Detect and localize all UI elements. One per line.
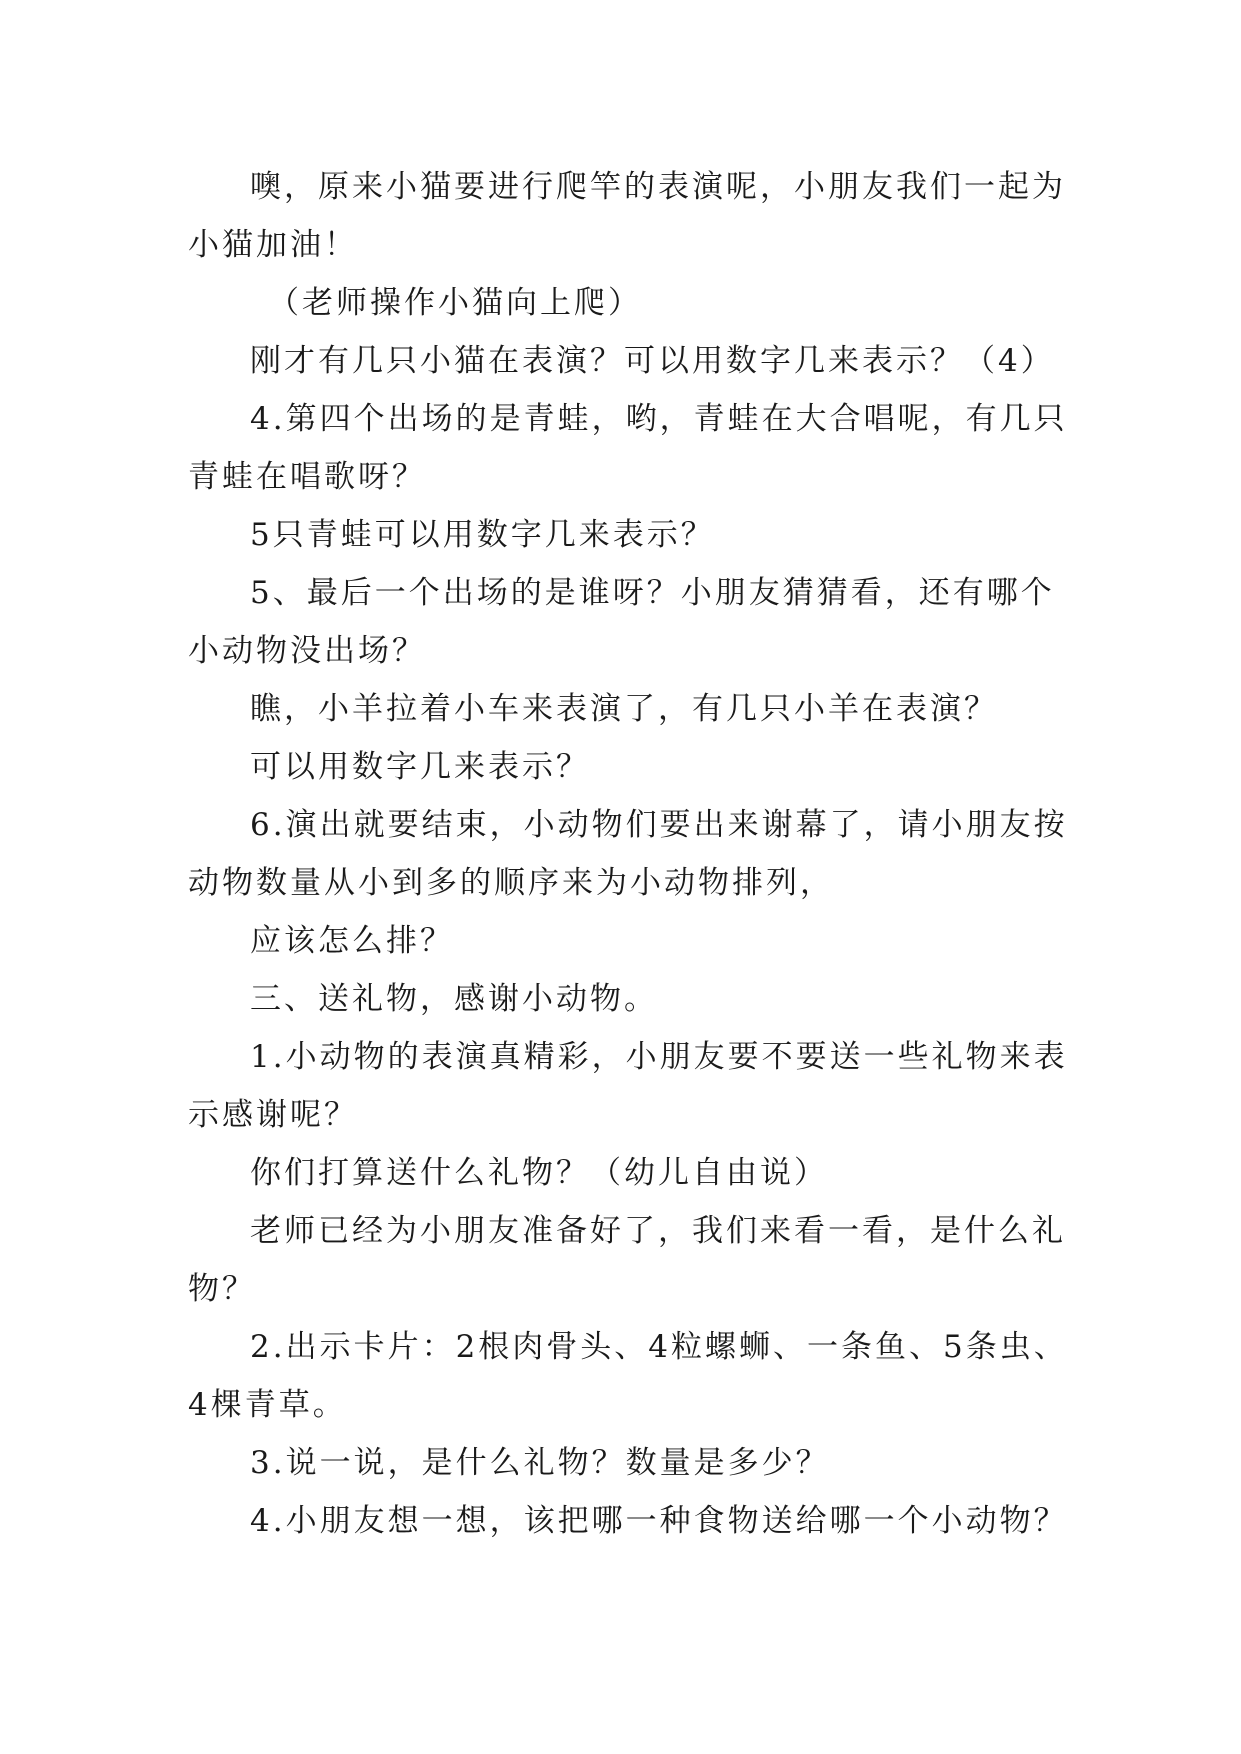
paragraph: 5、最后一个出场的是谁呀？小朋友猜猜看，还有哪个小动物没出场？ bbox=[188, 575, 1055, 669]
section-heading: 三、送礼物，感谢小动物。 bbox=[250, 981, 658, 1017]
paragraph: 噢，原来小猫要进行爬竿的表演呢，小朋友我们一起为小猫加油！ bbox=[188, 169, 1066, 263]
paragraph: 6.演出就要结束，小动物们要出来谢幕了，请小朋友按动物数量从小到多的顺序来为小动物排列， bbox=[188, 807, 1068, 901]
paragraph: （老师操作小猫向上爬） bbox=[268, 285, 642, 321]
paragraph: 2.出示卡片：2根肉骨头、4粒螺蛳、一条鱼、5条虫、4棵青草。 bbox=[188, 1329, 1068, 1423]
paragraph: 瞧，小羊拉着小车来表演了，有几只小羊在表演？ bbox=[250, 691, 998, 727]
paragraph: 3.说一说，是什么礼物？数量是多少？ bbox=[250, 1445, 830, 1481]
paragraph: 5只青蛙可以用数字几来表示？ bbox=[250, 517, 715, 553]
paragraph: 4.小朋友想一想，该把哪一种食物送给哪一个小动物？ bbox=[250, 1503, 1068, 1539]
document-body bbox=[188, 158, 1068, 1550]
paragraph: 你们打算送什么礼物？（幼儿自由说） bbox=[250, 1155, 828, 1191]
paragraph: 刚才有几只小猫在表演？可以用数字几来表示？（4） bbox=[250, 343, 1055, 379]
paragraph: 老师已经为小朋友准备好了，我们来看一看，是什么礼物？ bbox=[188, 1213, 1066, 1307]
paragraph: 可以用数字几来表示？ bbox=[250, 749, 590, 785]
paragraph: 应该怎么排？ bbox=[250, 923, 454, 959]
paragraph: 4.第四个出场的是青蛙，哟，青蛙在大合唱呢，有几只青蛙在唱歌呀？ bbox=[188, 401, 1068, 495]
paragraph: 1.小动物的表演真精彩，小朋友要不要送一些礼物来表示感谢呢？ bbox=[188, 1039, 1068, 1133]
